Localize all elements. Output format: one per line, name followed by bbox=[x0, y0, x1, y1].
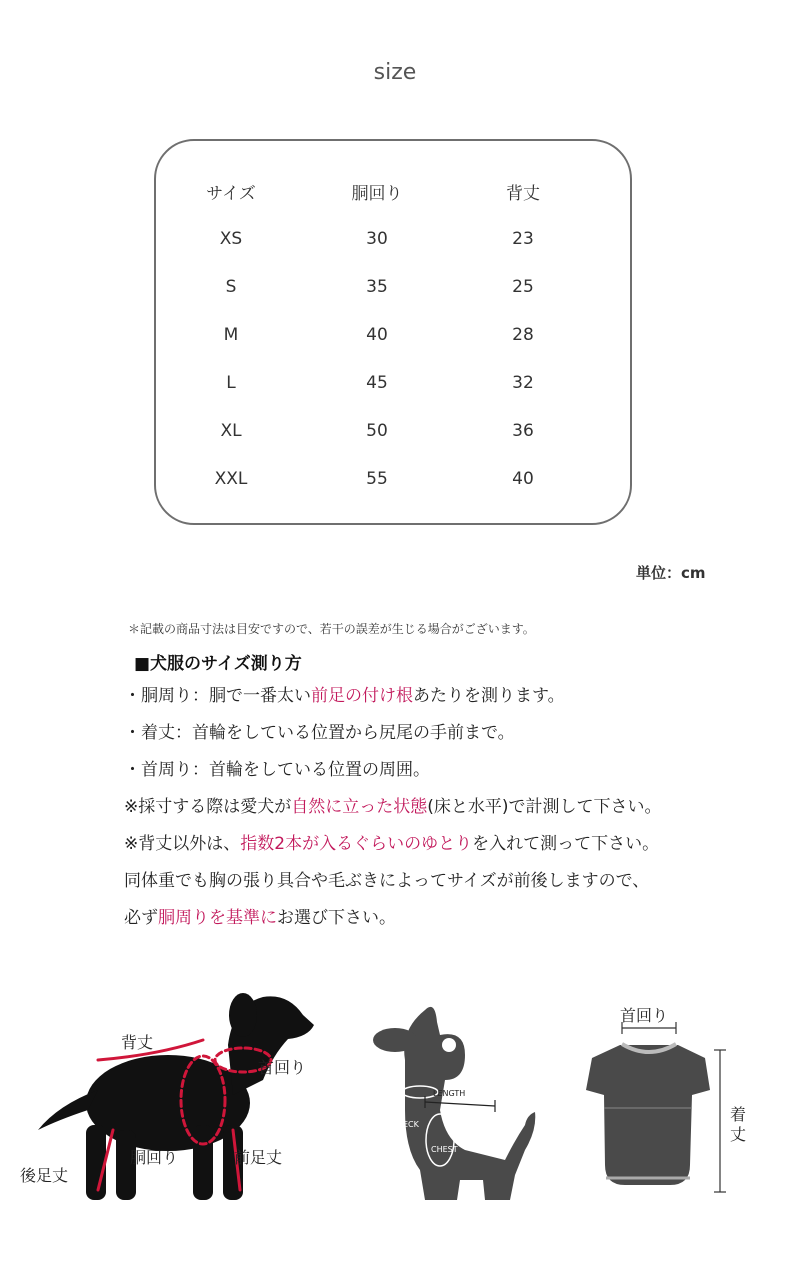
note-text: ※背丈以外は、 bbox=[124, 834, 241, 854]
shirt-diagram-figure bbox=[580, 1000, 760, 1200]
note-standing bbox=[124, 789, 774, 826]
table-row bbox=[186, 407, 568, 455]
note-neck: ・首周り：首輪をしている位置の周囲。 bbox=[124, 760, 430, 780]
measurement-notes bbox=[124, 620, 774, 937]
note-text: あたりを測ります。 bbox=[413, 686, 565, 706]
cell-girth: 35 bbox=[366, 277, 388, 297]
table-header-row bbox=[186, 167, 568, 215]
disclaimer: ＊記載の商品寸法は目安ですので、若干の誤差が生じる場合がございます。 bbox=[128, 622, 535, 636]
cell-girth: 40 bbox=[366, 325, 388, 345]
dog-diagram-figure bbox=[365, 1000, 540, 1210]
cell-size: S bbox=[225, 277, 237, 297]
dog-measure-figure bbox=[18, 985, 348, 1215]
label-chest: CHEST bbox=[431, 1145, 458, 1154]
label-shirt-length: 着丈 bbox=[730, 1105, 747, 1144]
note-highlight: 胴周りを基準に bbox=[158, 908, 277, 928]
cell-girth: 45 bbox=[366, 373, 388, 393]
cell-back-length: 32 bbox=[512, 373, 534, 393]
note-highlight: 指数2本が入るぐらいのゆとり bbox=[240, 834, 473, 854]
table-row bbox=[186, 215, 568, 263]
label-hind-leg: 後足丈 bbox=[20, 1166, 69, 1185]
cell-back-length: 36 bbox=[512, 421, 534, 441]
stylized-dog-icon bbox=[365, 1000, 540, 1210]
note-text: ※採寸する際は愛犬が bbox=[124, 797, 292, 817]
note-length: ・着丈：首輪をしている位置から尻尾の手前まで。 bbox=[124, 723, 515, 743]
note-variance: 同体重でも胸の張り具合や毛ぶきによってサイズが前後しますので、 bbox=[124, 871, 650, 891]
cell-size: XXL bbox=[214, 469, 248, 489]
table-row bbox=[186, 263, 568, 311]
size-table bbox=[186, 167, 568, 503]
cell-girth: 55 bbox=[366, 469, 388, 489]
label-back: 背丈 bbox=[121, 1033, 154, 1052]
size-table-card bbox=[154, 139, 632, 525]
page-title: size bbox=[373, 60, 417, 85]
note-highlight: 自然に立った状態 bbox=[291, 797, 428, 817]
cell-back-length: 28 bbox=[512, 325, 534, 345]
cell-back-length: 40 bbox=[512, 469, 534, 489]
label-girth: 胴回り bbox=[130, 1148, 179, 1167]
cell-girth: 30 bbox=[366, 229, 388, 249]
table-row bbox=[186, 311, 568, 359]
label-length: LENGTH bbox=[433, 1089, 466, 1098]
cell-size: XL bbox=[220, 421, 242, 441]
dog-shirt-icon bbox=[580, 1000, 760, 1200]
note-text: ・胴周り：胴で一番太い bbox=[124, 686, 311, 706]
cell-girth: 50 bbox=[366, 421, 388, 441]
note-slack bbox=[124, 826, 774, 863]
cell-back-length: 25 bbox=[512, 277, 534, 297]
note-text: (床と水平)で計測して下さい。 bbox=[427, 797, 662, 817]
cell-back-length: 23 bbox=[512, 229, 534, 249]
header-size: サイズ bbox=[206, 183, 256, 204]
notes-heading: ■犬服のサイズ測り方 bbox=[134, 654, 302, 674]
cell-size: L bbox=[226, 373, 236, 393]
label-front-leg: 前足丈 bbox=[234, 1148, 283, 1167]
note-basis bbox=[124, 900, 774, 937]
table-row bbox=[186, 455, 568, 503]
cell-size: M bbox=[223, 325, 239, 345]
note-text: を入れて測って下さい。 bbox=[472, 834, 660, 854]
note-girth bbox=[124, 678, 774, 715]
unit-label: 単位：cm bbox=[636, 564, 706, 582]
header-back-length: 背丈 bbox=[506, 183, 540, 204]
cell-size: XS bbox=[219, 229, 243, 249]
note-text: 必ず bbox=[124, 908, 158, 928]
note-highlight: 前足の付け根 bbox=[311, 686, 413, 706]
label-neck: 首回り bbox=[258, 1058, 307, 1077]
note-text: お選び下さい。 bbox=[277, 908, 396, 928]
label-neck-en: NECK bbox=[397, 1120, 419, 1129]
table-row bbox=[186, 359, 568, 407]
header-girth: 胴回り bbox=[351, 183, 403, 204]
label-shirt-neck: 首回り bbox=[620, 1006, 669, 1025]
